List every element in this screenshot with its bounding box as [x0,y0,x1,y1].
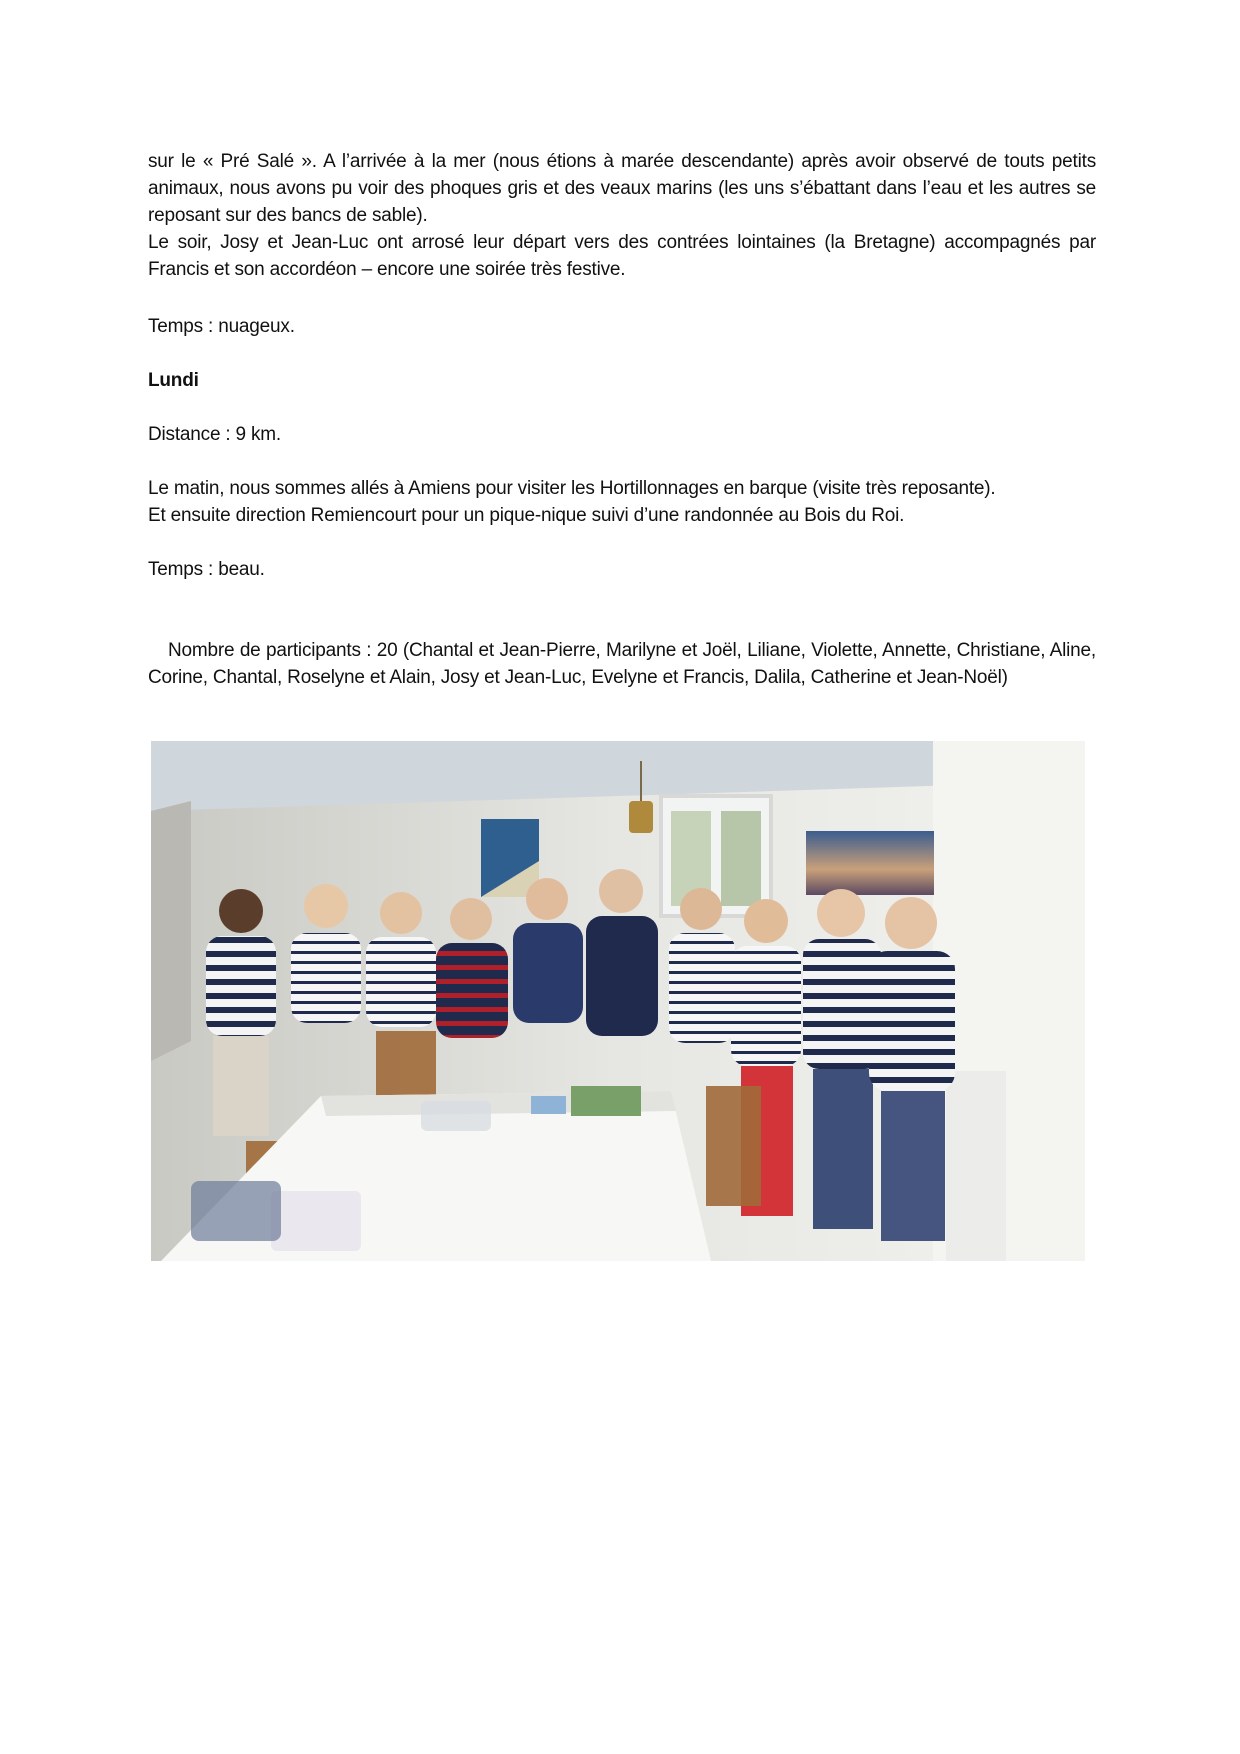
chair [706,1086,761,1206]
person-trousers [813,1069,873,1229]
weather-sunday: Temps : nuageux. [148,316,295,337]
person-shirt [366,937,436,1027]
person-head [744,899,788,943]
jacket-on-chair [191,1181,281,1241]
journey-text-2: Le soir, Josy et Jean-Luc ont arrosé leur départ vers des contrées lointaines (la Bretagne) accompagnés par Francis et son accordéon – encore une soirée très festive. [148,232,1096,280]
chair [376,1031,436,1101]
painting-right [806,831,934,895]
person-shirt [731,946,801,1066]
person-shirt [513,923,583,1023]
monday-paragraph [148,475,1096,529]
person-head [680,888,722,930]
person-shirt [436,943,508,1038]
participants-text: Nombre de participants : 20 (Chantal et Jean-Pierre, Marilyne et Joël, Liliane, Violette, Annette, Christiane, Aline, Corine, Chantal, Roselyne et Alain, Josy et Jean-Luc, Evelyne et Francis, Dalila, Catherine et Jean-Noël) [148,640,1096,688]
glasses-group [421,1101,491,1131]
weather-monday: Temps : beau. [148,559,265,580]
person-head [599,869,643,913]
distance-text: Distance : 9 km. [148,424,282,445]
person-trousers [213,1036,269,1136]
person-shirt [869,951,955,1091]
bag-on-table [531,1096,566,1114]
person-head [304,884,348,928]
monday-text-1: Le matin, nous sommes allés à Amiens pour visiter les Hortillonnages en barque (visite très reposante). [148,478,996,499]
person-head [380,892,422,934]
group-photo-illustration [151,741,1085,1261]
radiator [946,1071,1006,1261]
monday-text-2: Et ensuite direction Remiencourt pour un pique-nique suivi d’une randonnée au Bois du Roi. [148,505,905,526]
journey-paragraph [148,148,1096,283]
stone-wall [151,801,191,1061]
person-shirt [669,933,735,1043]
person-head [526,878,568,920]
person-shirt [291,933,361,1023]
person-head [885,897,937,949]
person-head [817,889,865,937]
day-heading: Lundi [148,370,199,391]
person-head [219,889,263,933]
lamp-icon [629,801,653,833]
person-trousers [881,1091,945,1241]
box-on-table [571,1086,641,1116]
person-head [450,898,492,940]
window-pane-right [721,811,761,906]
group-photo [151,741,1085,1261]
person-shirt [206,936,276,1036]
journey-text-1: sur le « Pré Salé ». A l’arrivée à la mer (nous étions à marée descendante) après avoir observé de touts petits animaux, nous avons pu voir des phoques gris et des veaux marins (les uns s’ébattant dans l’eau et les autres se reposant sur des bancs de sable). [148,151,1096,226]
bag-on-table [271,1191,361,1251]
person-shirt [586,916,658,1036]
